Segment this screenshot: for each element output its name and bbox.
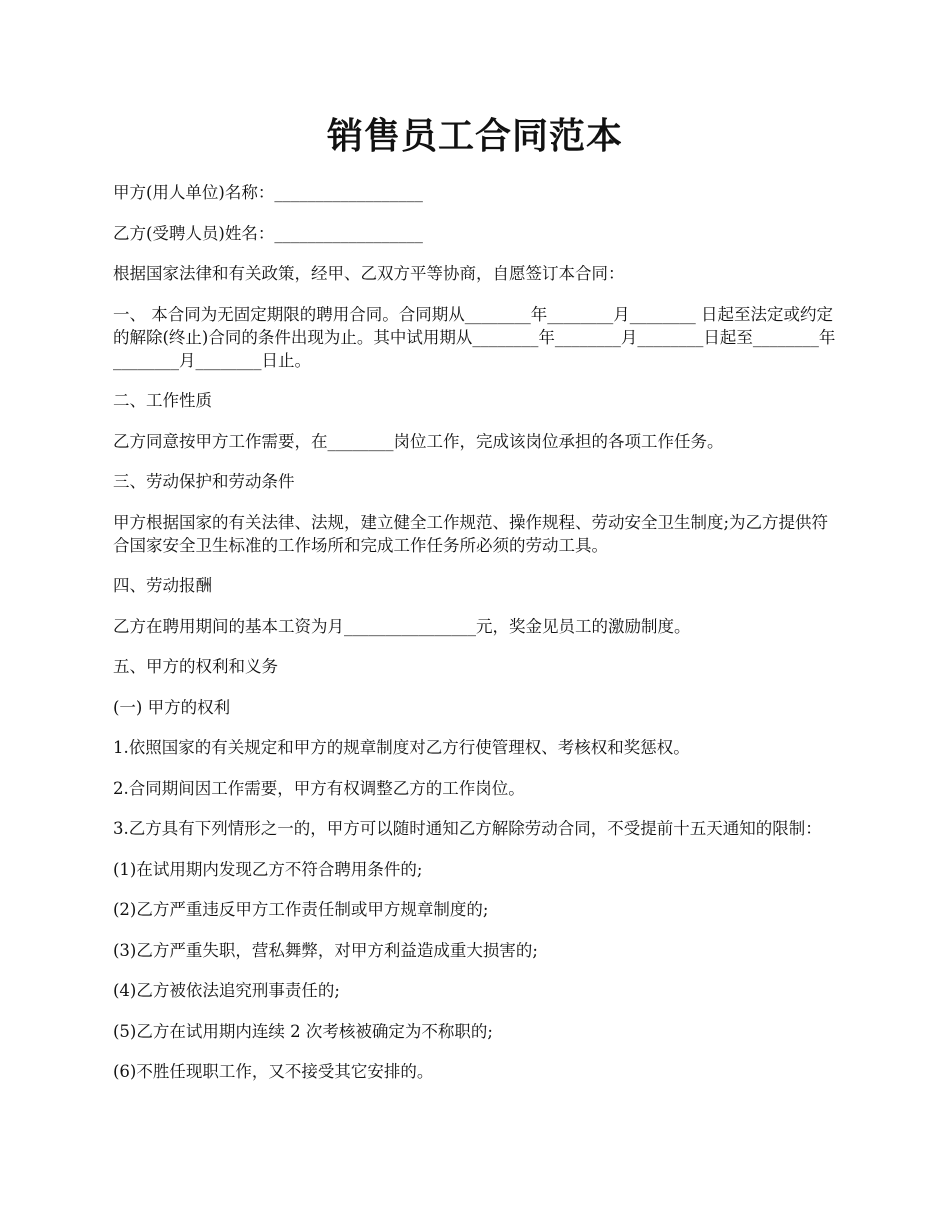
termination-case-6: (6)不胜任现职工作，又不接受其它安排的。	[113, 1062, 434, 1081]
termination-case-2: (2)乙方严重违反甲方工作责任制或甲方规章制度的;	[113, 900, 489, 919]
section-heading-party-a-rights-duties: 五、甲方的权利和义务	[113, 657, 278, 676]
termination-case-1: (1)在试用期内发现乙方不符合聘用条件的;	[113, 859, 423, 879]
work-nature-paragraph: 乙方同意按甲方工作需要，在________岗位工作，完成该岗位承担的各项工作任务。	[113, 431, 724, 451]
party-b-name-line: 乙方(受聘人员)姓名：__________________	[113, 223, 423, 243]
termination-case-4: (4)乙方被依法追究刑事责任的;	[113, 981, 340, 1000]
subheading-party-a-rights: (一) 甲方的权利	[113, 697, 231, 717]
section-heading-work-nature: 二、工作性质	[113, 391, 212, 410]
rights-item-3: 3.乙方具有下列情形之一的，甲方可以随时通知乙方解除劳动合同，不受提前十五天通知的限制：	[113, 819, 822, 838]
rights-item-2: 2.合同期间因工作需要，甲方有权调整乙方的工作岗位。	[113, 778, 525, 798]
clause-1-term: 一、 本合同为无固定期限的聘用合同。合同期从________年________月________ 日起至法定或约定的解除(终止)合同的条件出现为止。其中试用期从________年________月________日起至________年________月________日止。	[113, 304, 836, 370]
termination-case-5: (5)乙方在试用期内连续 2 次考核被确定为不称职的;	[113, 1021, 493, 1041]
termination-case-3: (3)乙方严重失职，营私舞弊，对甲方利益造成重大损害的;	[113, 940, 538, 960]
section-heading-remuneration: 四、劳动报酬	[113, 576, 212, 595]
document-title: 销售员工合同范本	[326, 115, 623, 157]
rights-item-1: 1.依照国家的有关规定和甲方的规章制度对乙方行使管理权、考核权和奖惩权。	[113, 738, 690, 757]
document-body	[113, 181, 838, 1101]
section-heading-labor-protection: 三、劳动保护和劳动条件	[113, 472, 295, 491]
remuneration-paragraph: 乙方在聘用期间的基本工资为月________________元，奖金见员工的激励制度。	[113, 616, 691, 636]
labor-protection-paragraph: 甲方根据国家的有关法律、法规，建立健全工作规范、操作规程、劳动安全卫生制度;为乙方提供符合国家安全卫生标准的工作场所和完成工作任务所必须的劳动工具。	[113, 512, 829, 555]
party-a-name-line: 甲方(用人单位)名称：__________________	[113, 183, 423, 202]
preamble-paragraph: 根据国家法律和有关政策，经甲、乙双方平等协商，自愿签订本合同：	[113, 264, 625, 283]
